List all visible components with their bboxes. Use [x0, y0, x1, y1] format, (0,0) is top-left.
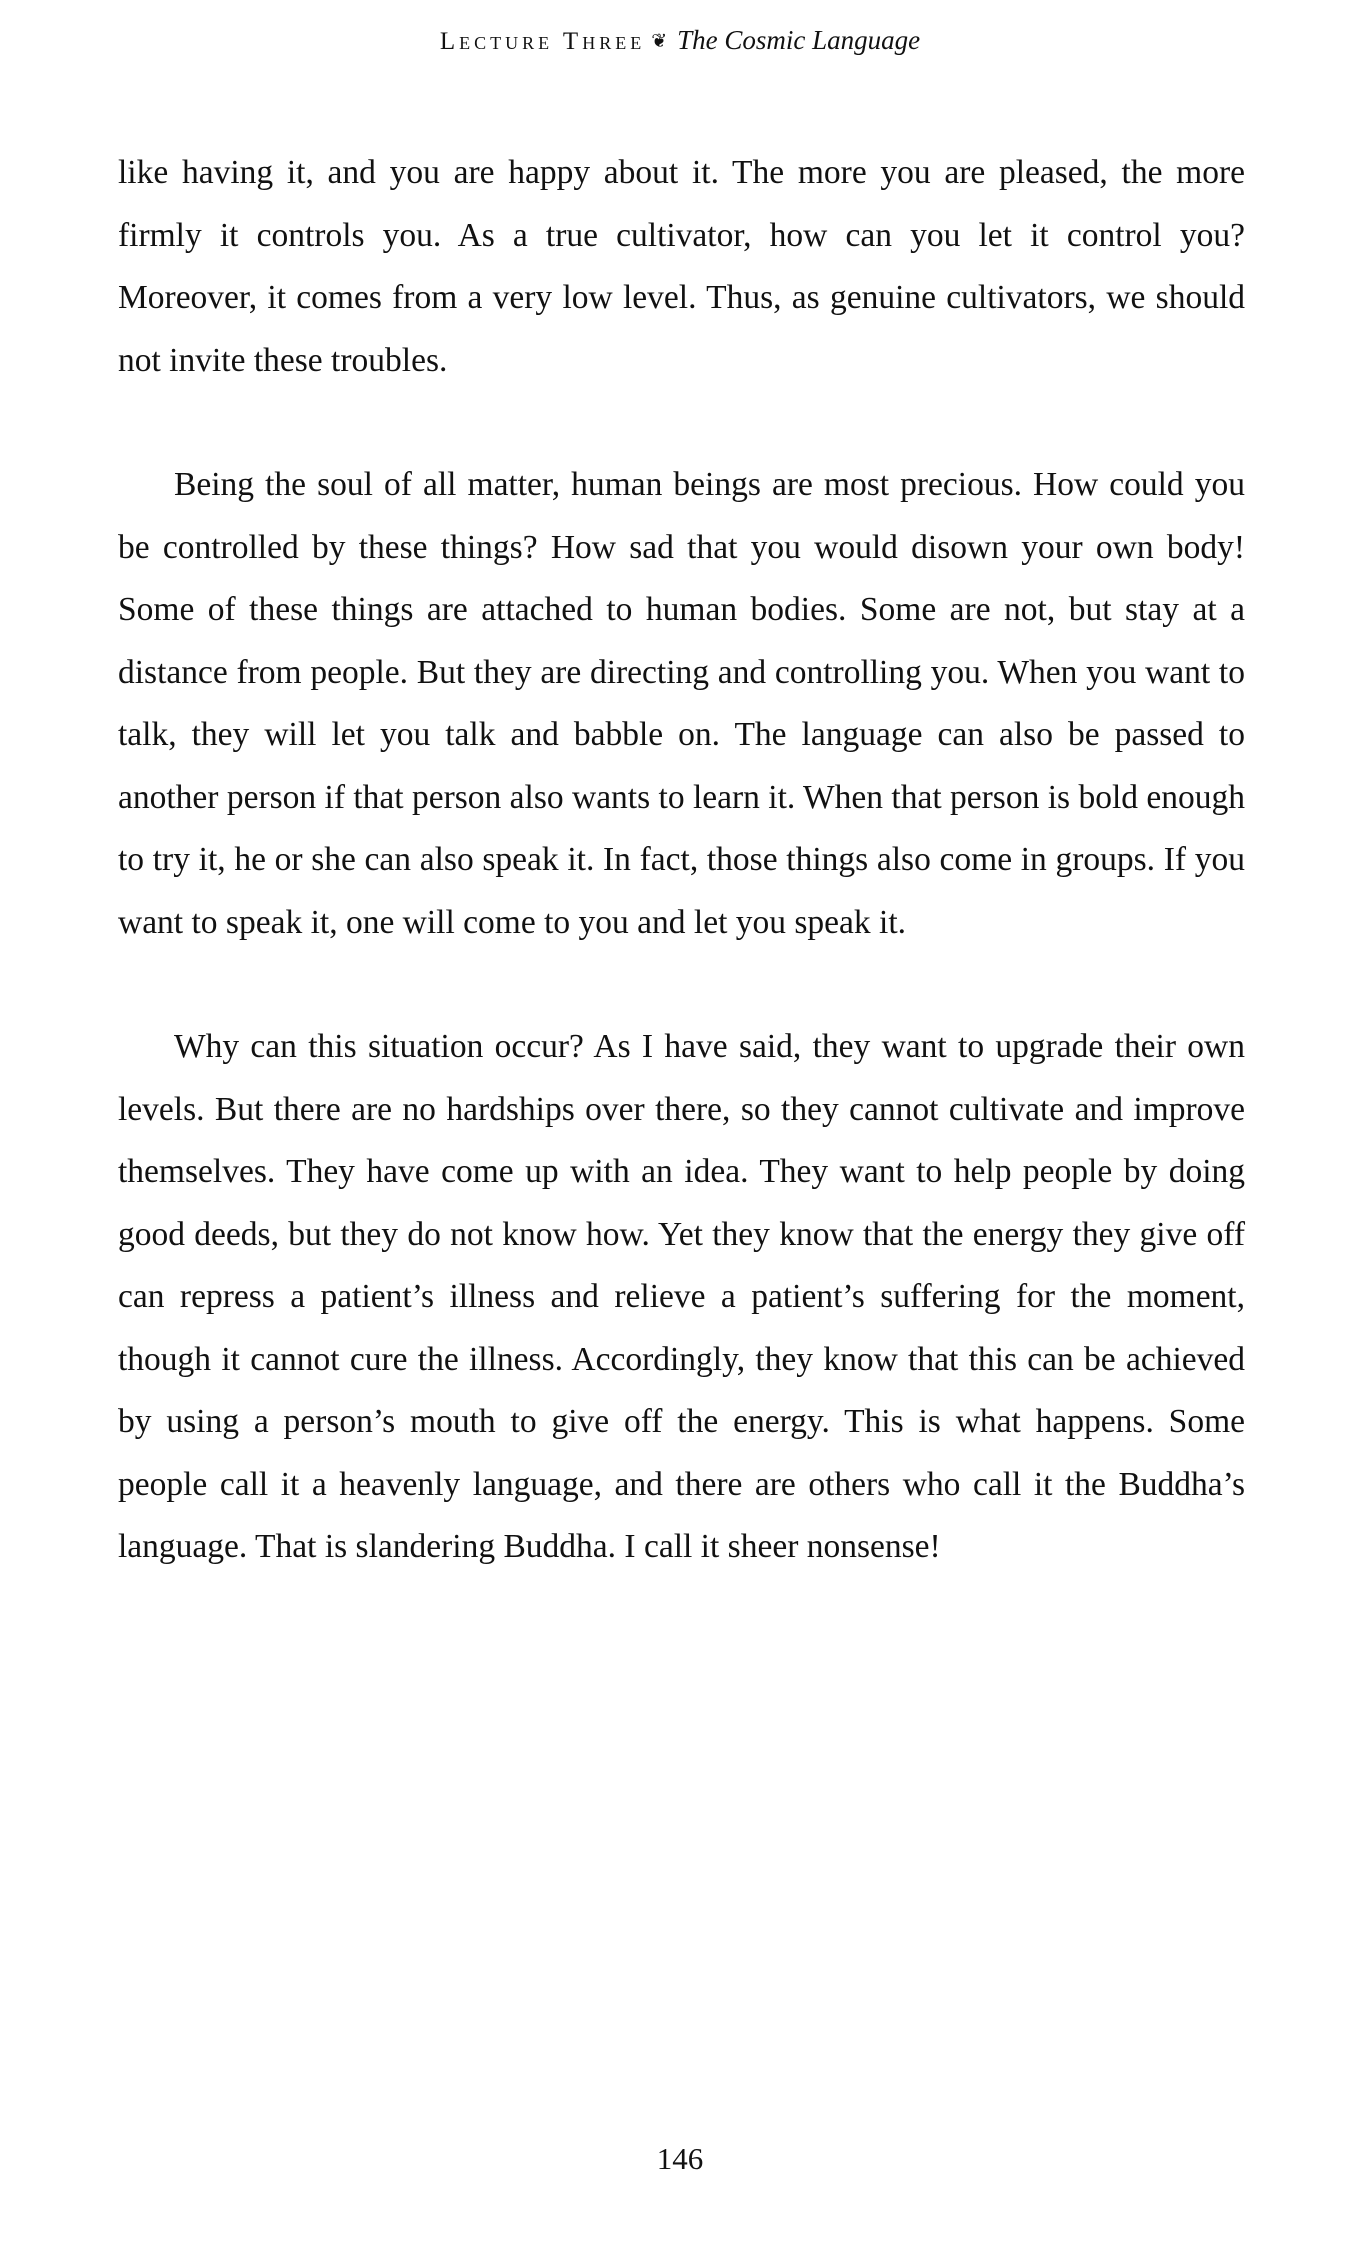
running-head-title: The Cosmic Language	[677, 25, 921, 55]
body-text	[118, 142, 1245, 1579]
running-head-lecture-label: Lecture Three	[439, 28, 646, 55]
page-number: 146	[656, 2141, 704, 2176]
floral-ornament-icon: ❦	[651, 31, 668, 52]
running-head	[0, 24, 1360, 57]
paragraph: Why can this situation occur? As I have said, they want to upgrade their own levels. But there are no hardships over there, so they cannot cultivate and improve themselves. They have come up with an idea. They want to help people by doing good deeds, but they do not know how. Yet they know that the energy they give off can repress a patient’s illness and relieve a patient’s suffering for the moment, though it cannot cure the illness. Accordingly, they know that this can be achieved by using a person’s mouth to give off the energy. This is what happens. Some people call it a heavenly language, and there are others who call it the Buddha’s language. That is slandering Buddha. I call it sheer nonsense!	[118, 1028, 1245, 1565]
paragraph: like having it, and you are happy about it. The more you are pleased, the more firmly it controls you. As a true cultivator, how can you let it control you? Moreover, it comes from a very low level. Thus, as genuine cultivators, we should not invite these troubles.	[118, 154, 1245, 379]
paragraph: Being the soul of all matter, human beings are most precious. How could you be controlled by these things? How sad that you would disown your own body! Some of these things are attached to human bodies. Some are not, but stay at a distance from people. But they are directing and controlling you. When you want to talk, they will let you talk and babble on. The language can also be passed to another person if that person also wants to learn it. When that person is bold enough to try it, he or she can also speak it. In fact, those things also come in groups. If you want to speak it, one will come to you and let you speak it.	[118, 466, 1245, 941]
